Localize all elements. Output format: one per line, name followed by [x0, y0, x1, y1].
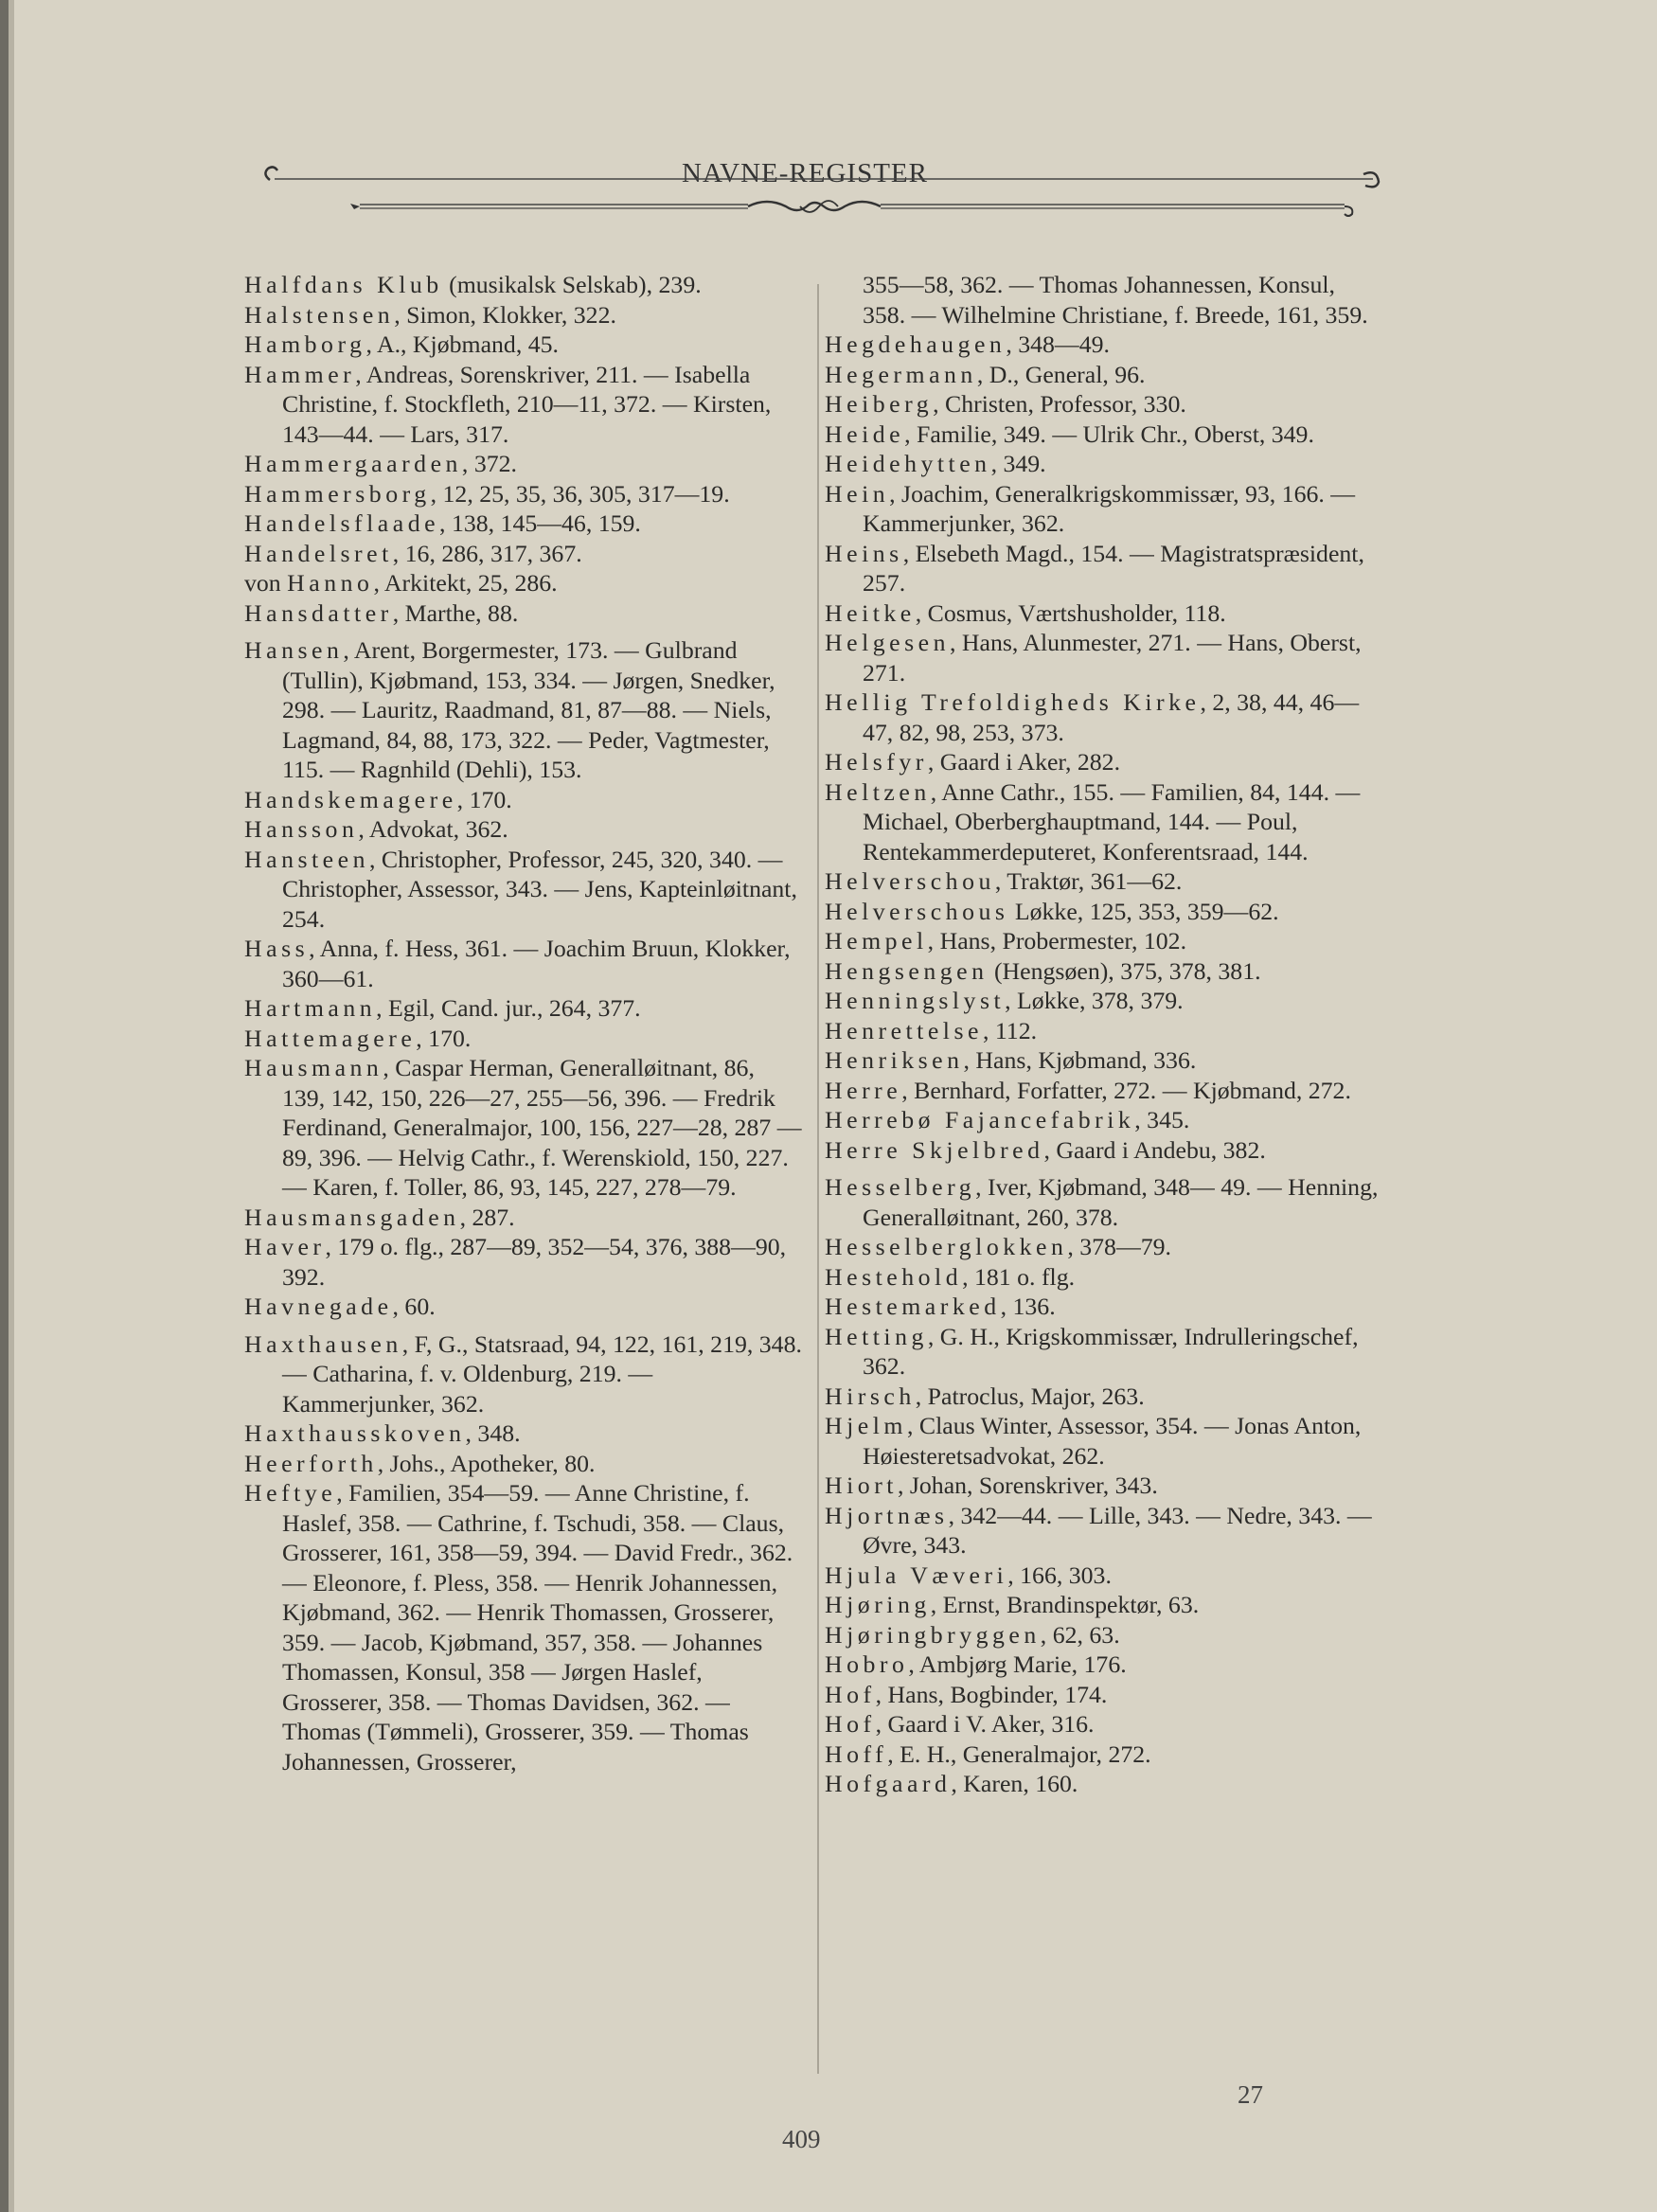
entry-details: (Hengsøen), 375, 378, 381.: [988, 956, 1261, 985]
index-entry: [244, 785, 803, 815]
index-entry: [825, 986, 1383, 1016]
entry-headword: Hausmann: [244, 1054, 383, 1081]
entry-headword: Hammergaarden: [244, 450, 462, 477]
index-entry: [244, 845, 803, 935]
entry-headword: Henriksen: [825, 1046, 964, 1074]
entry-details: , Anne Cathr., 155. — Familien, 84, 144. — Michael, Oberberghauptmand, 144. — Poul, Rentekammerdeputeret, Konferentsraad, 144.: [863, 777, 1361, 865]
index-entry: [825, 1045, 1383, 1076]
entry-headword: Haver: [244, 1233, 326, 1260]
entry-details: , 136.: [1000, 1293, 1056, 1320]
index-entry: [825, 1769, 1383, 1799]
index-entry: [825, 1076, 1383, 1106]
entry-prefix: von: [244, 569, 288, 597]
entry-details: , Caspar Herman, Generalløitnant, 86, 139, 142, 150, 226—27, 255—56, 396. — Fredrik Ferdinand, Generalmajor, 100, 156, 227—28, 287 —89, 396. — Helvig Cathr., f. Werenskiold, 150, 227. — Karen, f. Toller, 86, 93, 145, 227, 278—79.: [282, 1054, 802, 1201]
entry-headword: Hegdehaugen: [825, 330, 1007, 358]
entry-headword: Heide: [825, 419, 905, 448]
index-entry: [825, 449, 1383, 479]
index-entry: [825, 360, 1383, 390]
index-entry: [244, 539, 803, 569]
entry-details: , 349.: [990, 450, 1046, 477]
entry-details: , Gaard i Andebu, 382.: [1043, 1135, 1266, 1164]
index-entry: [825, 1739, 1383, 1770]
index-entry: [825, 926, 1383, 956]
index-entry: [825, 1016, 1383, 1046]
entry-headword: Herrebø Fajancefabrik: [825, 1106, 1135, 1133]
entry-headword: Halstensen: [244, 300, 395, 329]
entry-headword: Handskemagere: [244, 785, 457, 813]
entry-headword: Hansen: [244, 636, 344, 664]
index-entry: [244, 635, 803, 785]
entry-headword: Halfdans Klub: [244, 271, 443, 298]
signature-mark: 27: [1238, 2080, 1263, 2109]
entry-headword: Hamborg: [244, 330, 366, 358]
column-divider: [817, 284, 819, 2074]
index-entry: [244, 568, 803, 598]
index-entry: [825, 1382, 1383, 1412]
index-entry: [244, 479, 803, 509]
entry-details: , G. H., Krigskommissær, Indrulleringschef, 362.: [863, 1322, 1359, 1380]
entry-details: , Johan, Sorenskriver, 343.: [897, 1472, 1158, 1499]
entry-details: , D., General, 96.: [976, 360, 1146, 388]
entry-details: , Hans, Kjøbmand, 336.: [963, 1046, 1197, 1074]
entry-details: , 12, 25, 35, 36, 305, 317—19.: [430, 479, 730, 508]
index-entry: [825, 1620, 1383, 1650]
entry-details: , 348—49.: [1006, 330, 1110, 358]
entry-details: , Arent, Borgermester, 173. — Gulbrand (Tullin), Kjøbmand, 153, 334. — Jørgen, Snedker, 298. — Lauritz, Raadmand, 81, 87—88. — Niels, Lagmand, 84, 88, 173, 322. — Peder, Vagtmester, 115. — Ragnhild (Dehli), 153.: [282, 636, 775, 783]
entry-details: , 112.: [982, 1016, 1038, 1044]
entry-details: , 60.: [392, 1293, 436, 1320]
index-entry: [244, 360, 803, 450]
index-entry: [825, 1471, 1383, 1501]
entry-details: 355—58, 362. — Thomas Johannessen, Konsul, 358. — Wilhelmine Christiane, f. Breede, 161, 359.: [863, 271, 1368, 329]
entry-details: , Familie, 349. — Ulrik Chr., Oberst, 349.: [904, 419, 1314, 448]
index-entry: [825, 628, 1383, 687]
index-entry: [244, 270, 803, 300]
index-entry: [825, 1135, 1383, 1166]
entry-details: , Cosmus, Værtshusholder, 118.: [915, 598, 1226, 627]
index-entry: [244, 934, 803, 993]
entry-details: , 342—44. — Lille, 343. — Nedre, 343. — Øvre, 343.: [863, 1501, 1372, 1559]
entry-headword: Haxthausskoven: [244, 1419, 466, 1447]
index-column-left: [244, 270, 803, 1776]
index-entry: [244, 1418, 803, 1449]
entry-details: , Løkke, 378, 379.: [1005, 987, 1184, 1014]
entry-headword: Hausmansgaden: [244, 1203, 460, 1231]
index-entry: [244, 1329, 803, 1419]
entry-details: , 378—79.: [1067, 1233, 1171, 1260]
index-entry: [825, 539, 1383, 598]
entry-headword: Helsfyr: [825, 748, 928, 776]
index-entry: [825, 1292, 1383, 1322]
entry-details: , Johs., Apotheker, 80.: [377, 1449, 596, 1477]
index-entry: [244, 1232, 803, 1292]
entry-headword: Hegermann: [825, 360, 977, 388]
entry-headword: Hobro: [825, 1650, 909, 1678]
index-entry: [825, 1561, 1383, 1591]
entry-details: , 170.: [456, 785, 512, 813]
entry-headword: Hof: [825, 1710, 876, 1738]
index-entry: [825, 1501, 1383, 1561]
entry-headword: Hestehold: [825, 1262, 963, 1291]
entry-details: , Karen, 160.: [951, 1770, 1078, 1797]
entry-headword: Handelsret: [244, 539, 393, 567]
entry-headword: Hengsengen: [825, 956, 989, 985]
entry-details: , Gaard i Aker, 282.: [927, 748, 1121, 776]
index-entry: [825, 598, 1383, 629]
entry-headword: Hirsch: [825, 1382, 916, 1410]
entry-details: , Iver, Kjøbmand, 348— 49. — Henning, Generalløitnant, 260, 378.: [863, 1173, 1379, 1231]
entry-details: , Joachim, Generalkrigskommissær, 93, 166. — Kammerjunker, 362.: [863, 479, 1356, 537]
entry-headword: Hein: [825, 479, 890, 508]
entry-details: , Hans, Bogbinder, 174.: [875, 1680, 1108, 1708]
entry-details: , A., Kjøbmand, 45.: [365, 330, 559, 358]
entry-details: , 16, 286, 317, 367.: [392, 539, 582, 567]
entry-headword: Helgesen: [825, 629, 950, 656]
entry-headword: Hesselberglokken: [825, 1233, 1068, 1260]
entry-headword: Hjula Væveri: [825, 1561, 1008, 1589]
entry-details: , Christen, Professor, 330.: [933, 390, 1186, 418]
index-entry: [825, 687, 1383, 747]
entry-headword: Hjortnæs: [825, 1501, 949, 1529]
entry-headword: Hammer: [244, 360, 356, 388]
entry-details: , Ambjørg Marie, 176.: [908, 1650, 1127, 1678]
entry-headword: Heltzen: [825, 777, 931, 806]
entry-details: , Arkitekt, 25, 286.: [373, 569, 558, 597]
entry-headword: Heiberg: [825, 390, 934, 418]
index-entry: [825, 1262, 1383, 1293]
index-entry: [244, 300, 803, 330]
entry-headword: Hjøringbryggen: [825, 1620, 1041, 1649]
entry-details: , Hans, Alunmester, 271. — Hans, Oberst, 271.: [863, 629, 1362, 687]
entry-details: , Anna, f. Hess, 361. — Joachim Bruun, Klokker, 360—61.: [282, 935, 791, 992]
index-entry: [825, 1232, 1383, 1262]
entry-details: , 170.: [416, 1024, 472, 1052]
entry-details: , Gaard i V. Aker, 316.: [875, 1710, 1095, 1738]
entry-headword: Hattemagere: [244, 1024, 417, 1052]
index-entry: [825, 419, 1383, 450]
entry-details: Løkke, 125, 353, 359—62.: [1008, 897, 1279, 925]
entry-details: , F, G., Statsraad, 94, 122, 161, 219, 348. — Catharina, f. v. Oldenburg, 219. — Kammerjunker, 362.: [282, 1329, 802, 1418]
entry-details: , Patroclus, Major, 263.: [915, 1382, 1145, 1410]
entry-details: , Advokat, 362.: [358, 815, 508, 843]
index-entry: [825, 1172, 1383, 1232]
index-entry: [825, 1650, 1383, 1680]
index-entry: [244, 449, 803, 479]
entry-details: , Egil, Cand. jur., 264, 377.: [376, 994, 641, 1022]
entry-details: , Elsebeth Magd., 154. — Magistratspræsident, 257.: [863, 539, 1364, 597]
entry-headword: Heins: [825, 539, 903, 567]
index-entry: [244, 598, 803, 629]
entry-headword: Havnegade: [244, 1293, 393, 1320]
entry-headword: Heitke: [825, 598, 916, 627]
entry-details: , Andreas, Sorenskriver, 211. — Isabella Christine, f. Stockfleth, 210—11, 372. — Kirsten, 143—44. — Lars, 317.: [282, 360, 772, 448]
book-binding-edge: [0, 0, 9, 2212]
entry-headword: Heidehytten: [825, 450, 991, 477]
entry-headword: Hofgaard: [825, 1770, 952, 1797]
entry-details: (musikalsk Selskab), 239.: [442, 271, 702, 298]
entry-details: , 181 o. flg.: [962, 1262, 1076, 1291]
index-entry: [825, 270, 1383, 330]
entry-headword: Hansdatter: [244, 598, 393, 627]
entry-details: , Claus Winter, Assessor, 354. — Jonas Anton, Høiesteretsadvokat, 262.: [863, 1412, 1362, 1470]
entry-details: , 372.: [461, 450, 517, 477]
index-column-right: [825, 270, 1383, 1799]
entry-headword: Hammersborg: [244, 479, 431, 508]
index-entry: [825, 1105, 1383, 1135]
index-entry: [825, 777, 1383, 867]
entry-headword: Henningslyst: [825, 987, 1006, 1014]
index-entry: [825, 1590, 1383, 1620]
entry-details: , Marthe, 88.: [392, 598, 519, 627]
index-entry: [244, 1053, 803, 1203]
entry-details: , 348.: [465, 1419, 521, 1447]
index-entry: [244, 1449, 803, 1479]
page-number: 409: [782, 2125, 821, 2153]
entry-headword: Handelsflaade: [244, 509, 440, 537]
entry-details: , 166, 303.: [1007, 1561, 1112, 1589]
entry-headword: Hesselberg: [825, 1173, 976, 1201]
index-entry: [825, 1709, 1383, 1739]
entry-details: , Familien, 354—59. — Anne Christine, f. Haslef, 358. — Cathrine, f. Tschudi, 358. — Claus, Grosserer, 161, 358—59, 394. — David Fredr., 362. — Eleonore, f. Pless, 358. — Henrik Johannessen, Kjøbmand, 362. — Henrik Thomassen, Grosserer, 359. — Jacob, Kjøbmand, 357, 358. — Johannes Thomassen, Konsul, 358 — Jørgen Haslef, Grosserer, 358. — Thomas Davidsen, 362. — Thomas (Tømmeli), Grosserer, 359. — Thomas Johannessen, Grosserer,: [282, 1479, 793, 1775]
entry-details: , 2, 38, 44, 46—47, 82, 98, 253, 373.: [863, 688, 1360, 746]
index-entry: [244, 330, 803, 360]
entry-details: , 138, 145—46, 159.: [439, 509, 641, 537]
entry-headword: Hartmann: [244, 994, 377, 1022]
page-header-title: NAVNE-REGISTER: [682, 158, 928, 188]
entry-headword: Hass: [244, 935, 310, 962]
entry-headword: Hestemarked: [825, 1293, 1001, 1320]
index-entry: [244, 1292, 803, 1322]
index-entry: [825, 1322, 1383, 1382]
entry-details: , 179 o. flg., 287—89, 352—54, 376, 388—90, 392.: [282, 1233, 787, 1291]
entry-details: , Traktør, 361—62.: [994, 867, 1183, 895]
entry-headword: Hiort: [825, 1472, 898, 1499]
index-entry: [825, 1411, 1383, 1471]
entry-details: , 62, 63.: [1040, 1620, 1120, 1649]
entry-details: , Christopher, Professor, 245, 320, 340. — Christopher, Assessor, 343. — Jens, Kapteinløitnant, 254.: [282, 845, 797, 933]
entry-details: , 345.: [1134, 1106, 1190, 1133]
index-entry: [244, 1203, 803, 1233]
index-entry: [825, 897, 1383, 927]
entry-details: , Simon, Klokker, 322.: [394, 300, 616, 329]
index-entry: [825, 956, 1383, 987]
header-ornament-rule: [246, 161, 1401, 237]
index-entry: [825, 1680, 1383, 1710]
entry-headword: Henrettelse: [825, 1016, 983, 1044]
entry-headword: Hansson: [244, 815, 359, 843]
entry-details: , Hans, Probermester, 102.: [927, 927, 1187, 954]
entry-headword: Herre Skjelbred: [825, 1135, 1044, 1164]
entry-details: , Bernhard, Forfatter, 272. — Kjøbmand, 272.: [901, 1076, 1351, 1104]
entry-headword: Hellig Trefoldigheds Kirke: [825, 688, 1201, 716]
entry-headword: Haxthausen: [244, 1329, 402, 1358]
entry-headword: Heftye: [244, 1479, 337, 1507]
index-entry: [244, 508, 803, 539]
index-entry: [825, 866, 1383, 897]
entry-details: , Ernst, Brandinspektør, 63.: [930, 1591, 1200, 1618]
entry-headword: Hetting: [825, 1322, 928, 1350]
entry-headword: Hempel: [825, 927, 928, 954]
entry-headword: Hansteen: [244, 845, 369, 873]
entry-headword: Heerforth: [244, 1449, 378, 1477]
entry-headword: Hoff: [825, 1739, 888, 1768]
book-binding-shadow: [9, 0, 14, 2212]
entry-headword: Hof: [825, 1680, 876, 1708]
index-entry: [244, 993, 803, 1024]
index-entry: [825, 747, 1383, 777]
entry-headword: Helverschou: [825, 867, 995, 895]
entry-headword: Hjøring: [825, 1591, 931, 1618]
index-entry: [825, 479, 1383, 539]
entry-headword: Hjelm: [825, 1412, 907, 1439]
index-entry: [244, 1024, 803, 1054]
index-entry: [244, 1478, 803, 1776]
entry-headword: Herre: [825, 1076, 902, 1104]
entry-details: , 287.: [459, 1203, 515, 1231]
entry-details: , E. H., Generalmajor, 272.: [887, 1739, 1151, 1768]
index-entry: [244, 814, 803, 845]
index-entry: [825, 389, 1383, 419]
entry-headword: Hanno: [287, 569, 374, 597]
index-entry: [825, 330, 1383, 360]
entry-headword: Helverschous: [825, 897, 1009, 925]
